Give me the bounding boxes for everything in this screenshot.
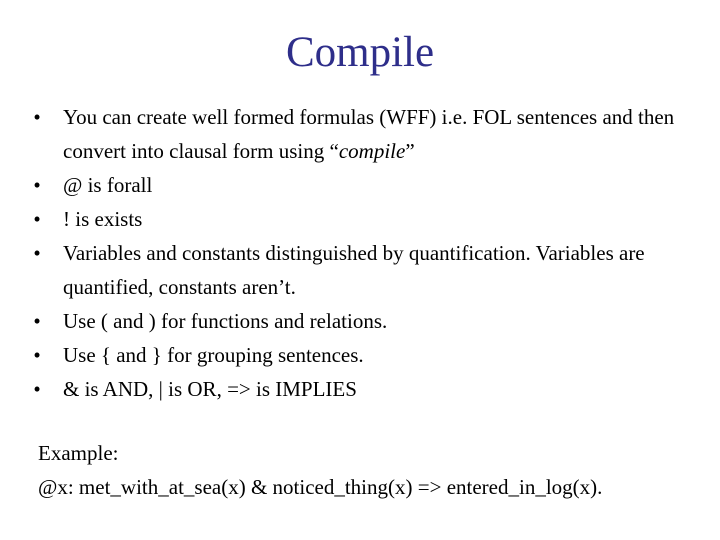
example-block	[38, 436, 708, 504]
bullet-icon: •	[33, 309, 41, 333]
bullet-text: Use { and } for grouping sentences.	[63, 343, 364, 367]
example-label: Example:	[38, 441, 119, 465]
bullet-item-braces	[30, 338, 700, 372]
example-code: @x: met_with_at_sea(x) & noticed_thing(x) => entered_in_log(x).	[38, 475, 603, 499]
bullet-list	[30, 100, 700, 406]
bullet-item-forall	[30, 168, 700, 202]
bullet-text-part: ”	[405, 139, 415, 163]
bullet-item-parentheses	[30, 304, 700, 338]
compile-emphasis: compile	[338, 139, 406, 163]
bullet-text-part: You can create well formed formulas (WFF) i.e. FOL sentences and then convert into clausal form using “	[63, 105, 675, 163]
bullet-icon: •	[33, 241, 41, 265]
bullet-item-wff-compile	[30, 100, 700, 168]
bullet-text: @ is forall	[63, 173, 153, 197]
bullet-icon: •	[33, 377, 41, 401]
bullet-text: Use ( and ) for functions and relations.	[63, 309, 388, 333]
bullet-text: & is AND, | is OR, => is IMPLIES	[63, 377, 357, 401]
bullet-icon: •	[33, 207, 41, 231]
bullet-icon: •	[33, 105, 41, 129]
slide-title: Compile	[285, 29, 435, 76]
bullet-text: ! is exists	[63, 207, 143, 231]
bullet-item-operators	[30, 372, 700, 406]
bullet-item-exists	[30, 202, 700, 236]
bullet-icon: •	[33, 343, 41, 367]
bullet-item-variables-constants	[30, 236, 700, 304]
bullet-icon: •	[33, 173, 41, 197]
bullet-text: Variables and constants distinguished by quantification. Variables are quantified, constants aren’t.	[63, 241, 645, 299]
